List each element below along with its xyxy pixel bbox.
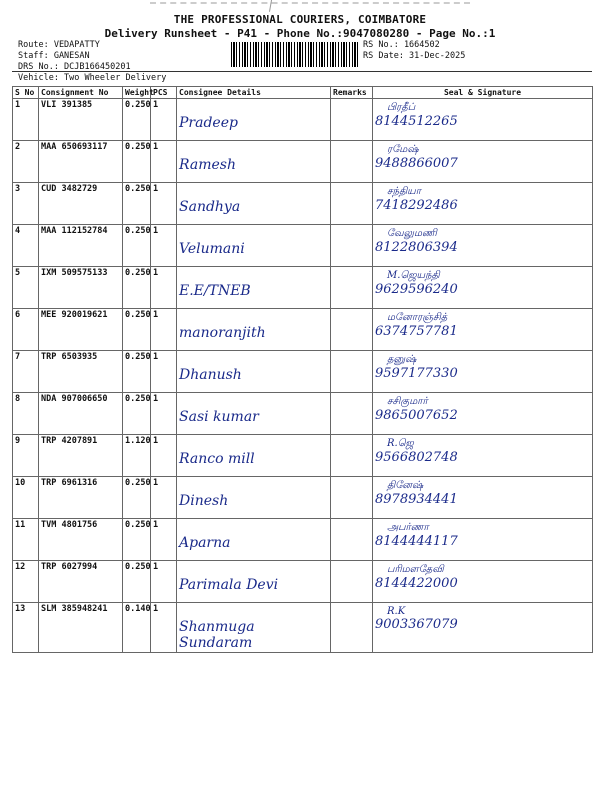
row-pcs: 1: [151, 267, 177, 309]
row-seal-signature: [373, 393, 593, 435]
row-consignment-no: IXM 509575133: [39, 267, 123, 309]
row-weight: 0.250: [123, 309, 151, 351]
signature-phone: 9865007652: [375, 408, 458, 423]
signature-phone: 9488866007: [375, 156, 458, 171]
row-pcs: 1: [151, 141, 177, 183]
row-seal-signature: [373, 183, 593, 225]
consignee-handwritten-name: Ramesh: [179, 157, 236, 173]
row-remarks: [331, 267, 373, 309]
signature-name: R.ஜெ: [387, 438, 414, 449]
signature-name: சசிகுமார்: [387, 396, 428, 407]
row-seal-signature: [373, 519, 593, 561]
signature-name: அபர்ணா: [387, 522, 429, 533]
row-pcs: 1: [151, 561, 177, 603]
runsheet-table: [12, 86, 593, 653]
row-weight: 0.250: [123, 141, 151, 183]
staff-label: Staff: GANESAN: [18, 51, 90, 61]
row-consignment-no: MAA 112152784: [39, 225, 123, 267]
row-consignment-no: TRP 6027994: [39, 561, 123, 603]
row-sno: 6: [13, 309, 39, 351]
meta-left: [18, 40, 131, 73]
table-row: [13, 477, 593, 519]
rs-number: RS No.: 1664502: [363, 40, 440, 50]
signature-phone: 8144422000: [375, 576, 458, 591]
consignee-handwritten-name: Pradeep: [179, 115, 238, 131]
table-row: [13, 393, 593, 435]
row-consignee-details: [177, 351, 331, 393]
row-consignment-no: SLM 385948241: [39, 603, 123, 653]
row-weight: 0.250: [123, 561, 151, 603]
row-seal-signature: [373, 225, 593, 267]
consignee-handwritten-name: Parimala Devi: [179, 577, 279, 593]
col-sno: S No: [13, 87, 39, 99]
row-remarks: [331, 603, 373, 653]
row-consignee-details: [177, 435, 331, 477]
row-seal-signature: [373, 561, 593, 603]
col-consignee: Consignee Details: [177, 87, 331, 99]
row-remarks: [331, 477, 373, 519]
table-row: [13, 99, 593, 141]
row-sno: 3: [13, 183, 39, 225]
consignee-handwritten-name: Dinesh: [179, 493, 229, 509]
divider: [12, 71, 592, 72]
row-remarks: [331, 183, 373, 225]
signature-name: R.K: [387, 606, 406, 617]
row-sno: 12: [13, 561, 39, 603]
row-weight: 0.250: [123, 225, 151, 267]
consignee-handwritten-name: Velumani: [179, 241, 245, 257]
row-consignment-no: CUD 3482729: [39, 183, 123, 225]
row-pcs: 1: [151, 477, 177, 519]
consignee-handwritten-name: Ranco mill: [179, 451, 255, 467]
row-sno: 8: [13, 393, 39, 435]
meta-right: [363, 40, 465, 62]
row-weight: 0.140: [123, 603, 151, 653]
vehicle-label: Vehicle: Two Wheeler Delivery: [18, 73, 167, 83]
pen-mark: [269, 0, 274, 12]
row-sno: 11: [13, 519, 39, 561]
row-consignee-details: [177, 183, 331, 225]
row-remarks: [331, 393, 373, 435]
row-consignee-details: [177, 393, 331, 435]
signature-name: சந்தியா: [387, 186, 421, 197]
table-row: [13, 225, 593, 267]
signature-phone: 9597177330: [375, 366, 458, 381]
row-weight: 0.250: [123, 393, 151, 435]
row-sno: 10: [13, 477, 39, 519]
row-consignee-details: [177, 603, 331, 653]
row-sno: 7: [13, 351, 39, 393]
row-consignee-details: [177, 561, 331, 603]
row-weight: 0.250: [123, 351, 151, 393]
table-row: [13, 351, 593, 393]
row-sno: 1: [13, 99, 39, 141]
table-row: [13, 183, 593, 225]
row-weight: 1.120: [123, 435, 151, 477]
signature-phone: 8144512265: [375, 114, 458, 129]
signature-phone: 9629596240: [375, 282, 458, 297]
row-seal-signature: [373, 477, 593, 519]
table-row: [13, 519, 593, 561]
signature-name: M.ஜெயந்தி: [387, 270, 440, 281]
row-pcs: 1: [151, 519, 177, 561]
row-consignee-details: [177, 99, 331, 141]
consignee-handwritten-name: manoranjith: [179, 325, 266, 341]
top-edge-mark: [150, 2, 470, 4]
row-seal-signature: [373, 603, 593, 653]
signature-name: தினேஷ்: [387, 480, 424, 491]
table-row: [13, 603, 593, 653]
row-pcs: 1: [151, 99, 177, 141]
col-remarks: Remarks: [331, 87, 373, 99]
consignee-handwritten-name: Dhanush: [179, 367, 242, 383]
col-weight: Weight: [123, 87, 151, 99]
row-consignee-details: [177, 267, 331, 309]
row-remarks: [331, 351, 373, 393]
consignee-handwritten-name: E.E/TNEB: [179, 283, 251, 299]
table-row: [13, 561, 593, 603]
row-consignee-details: [177, 309, 331, 351]
route-label: Route: VEDAPATTY: [18, 40, 100, 50]
table-row: [13, 267, 593, 309]
row-weight: 0.250: [123, 519, 151, 561]
row-weight: 0.250: [123, 99, 151, 141]
signature-phone: 9566802748: [375, 450, 458, 465]
document-title: THE PROFESSIONAL COURIERS, COIMBATORE: [173, 13, 427, 26]
col-signature: Seal & Signature: [373, 87, 593, 99]
row-consignment-no: VLI 391385: [39, 99, 123, 141]
row-sno: 4: [13, 225, 39, 267]
consignee-handwritten-name: Shanmuga Sundaram: [179, 619, 255, 651]
row-sno: 9: [13, 435, 39, 477]
signature-name: தனுஷ்: [387, 354, 417, 365]
row-pcs: 1: [151, 603, 177, 653]
row-remarks: [331, 99, 373, 141]
row-seal-signature: [373, 267, 593, 309]
row-pcs: 1: [151, 393, 177, 435]
signature-phone: 9003367079: [375, 617, 458, 632]
row-sno: 5: [13, 267, 39, 309]
row-remarks: [331, 435, 373, 477]
rs-date: RS Date: 31-Dec-2025: [363, 51, 466, 61]
row-consignee-details: [177, 477, 331, 519]
row-consignment-no: TRP 6961316: [39, 477, 123, 519]
table-row: [13, 141, 593, 183]
row-weight: 0.250: [123, 267, 151, 309]
signature-name: வேலுமணி: [387, 228, 437, 239]
row-pcs: 1: [151, 183, 177, 225]
consignee-handwritten-name: Sandhya: [179, 199, 241, 215]
row-seal-signature: [373, 435, 593, 477]
signature-name: பிரதீப்: [387, 102, 416, 113]
row-weight: 0.250: [123, 183, 151, 225]
table-row: [13, 309, 593, 351]
signature-phone: 8122806394: [375, 240, 458, 255]
row-consignment-no: TVM 4801756: [39, 519, 123, 561]
row-seal-signature: [373, 351, 593, 393]
row-pcs: 1: [151, 225, 177, 267]
runsheet-subtitle: Delivery Runsheet - P41 - Phone No.:9047080280 - Page No.:1: [104, 27, 496, 40]
row-seal-signature: [373, 99, 593, 141]
signature-name: மனோரஞ்சித்: [387, 312, 448, 323]
signature-name: பரிமளதேவி: [387, 564, 444, 575]
row-pcs: 1: [151, 309, 177, 351]
drs-label: DRS No.: DCJB166450201: [18, 62, 131, 72]
row-consignee-details: [177, 141, 331, 183]
row-remarks: [331, 561, 373, 603]
col-pcs: PCS: [151, 87, 177, 99]
row-sno: 13: [13, 603, 39, 653]
signature-phone: 8144444117: [375, 534, 458, 549]
row-consignment-no: TRP 6503935: [39, 351, 123, 393]
row-sno: 2: [13, 141, 39, 183]
row-pcs: 1: [151, 435, 177, 477]
row-consignment-no: MEE 920019621: [39, 309, 123, 351]
row-seal-signature: [373, 141, 593, 183]
table-header-row: [13, 87, 593, 99]
consignee-handwritten-name: Sasi kumar: [179, 409, 259, 425]
row-remarks: [331, 309, 373, 351]
signature-name: ரமேஷ்: [387, 144, 419, 155]
row-consignee-details: [177, 519, 331, 561]
row-remarks: [331, 519, 373, 561]
signature-phone: 6374757781: [375, 324, 458, 339]
row-remarks: [331, 141, 373, 183]
table-row: [13, 435, 593, 477]
row-consignment-no: TRP 4207891: [39, 435, 123, 477]
signature-phone: 8978934441: [375, 492, 458, 507]
row-remarks: [331, 225, 373, 267]
signature-phone: 7418292486: [375, 198, 458, 213]
col-consignment: Consignment No: [39, 87, 123, 99]
row-consignment-no: MAA 650693117: [39, 141, 123, 183]
row-consignee-details: [177, 225, 331, 267]
row-consignment-no: NDA 907006650: [39, 393, 123, 435]
consignee-handwritten-name: Aparna: [179, 535, 231, 551]
barcode: [231, 42, 359, 67]
row-weight: 0.250: [123, 477, 151, 519]
row-pcs: 1: [151, 351, 177, 393]
row-seal-signature: [373, 309, 593, 351]
